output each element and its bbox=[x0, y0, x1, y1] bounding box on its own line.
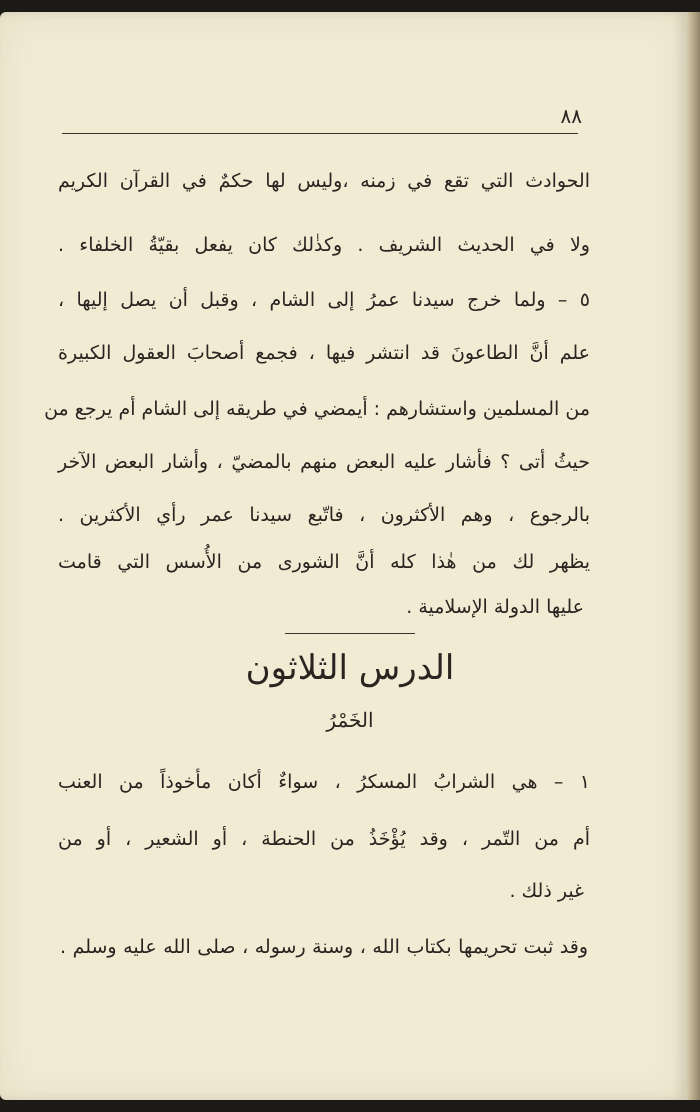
text-line: بالرجوع ، وهم الأكثرون ، فاتّبع سيدنا عمر رأي الأكثرين . bbox=[58, 504, 590, 526]
page-edge bbox=[686, 12, 700, 1100]
text-line: من المسلمين واستشارهم : أيمضي في طريقه إلى الشام أم يرجع من bbox=[44, 398, 590, 420]
text-line: غير ذلك . bbox=[509, 880, 584, 902]
text-line: أم من التّمر ، وقد يُؤْخَذُ من الحنطة ، أو الشعير ، أو من bbox=[58, 828, 590, 850]
section-divider bbox=[285, 633, 415, 634]
lesson-title: الدرس الثلاثون bbox=[245, 648, 455, 688]
text-line: حيثُ أتى ؟ فأشار عليه البعض منهم بالمضيّ ، وأشار البعض الآخر bbox=[58, 451, 590, 473]
text-line: الحوادث التي تقع في زمنه ،وليس لها حكمٌ في القرآن الكريم bbox=[58, 170, 590, 192]
text-line: ولا في الحديث الشريف . وكذٰلك كان يفعل بقيّةُ الخلفاء . bbox=[58, 234, 590, 256]
header-rule bbox=[62, 133, 578, 134]
text-line: علم أنَّ الطاعونَ قد انتشر فيها ، فجمع أصحابَ العقول الكبيرة bbox=[58, 342, 590, 364]
text-line: ٥ – ولما خرج سيدنا عمرُ إلى الشام ، وقبل أن يصل إليها ، bbox=[58, 289, 590, 311]
lesson-subtitle: الخَمْرُ bbox=[326, 708, 374, 732]
text-line: يظهر لك من هٰذا كله أنَّ الشورى من الأُسس التي قامت bbox=[58, 551, 590, 573]
text-line: وقد ثبت تحريمها بكتاب الله ، وسنة رسوله ، صلى الله عليه وسلم . bbox=[60, 936, 588, 958]
text-line: ١ – هي الشرابُ المسكرُ ، سواءٌ أكان مأخوذاً من العنب bbox=[58, 771, 590, 793]
page-number: ٨٨ bbox=[560, 104, 582, 128]
text-line: عليها الدولة الإسلامية . bbox=[406, 596, 584, 618]
